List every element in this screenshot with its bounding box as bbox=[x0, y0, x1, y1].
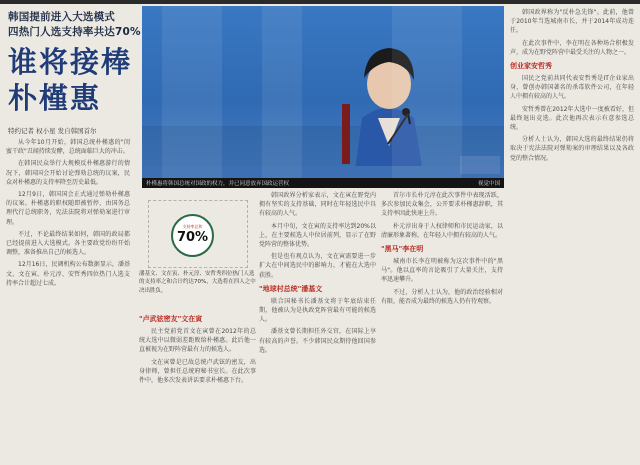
subheading: "地球村总统"潘基文 bbox=[259, 284, 323, 293]
paragraph: 12月9日，韩国国会正式通过弹劾朴槿惠的议案。朴槿惠的职权随即被暂停，由国务总理代行总统职务，宪法法院将对弹劾案进行审理。 bbox=[6, 191, 130, 226]
photo-caption: 朴槿惠将韩国总统对国政的权力，并已同意放弃国政运营权 bbox=[146, 181, 290, 187]
paragraph: 文在寅曾是已故总统卢武铉的密友，出身律师，曾担任总统府秘书室长。在此次事件中，他多次发表讲话要求朴槿惠下台。 bbox=[139, 358, 256, 385]
kicker-line-2: 四热门人选支持率共达70% bbox=[8, 26, 141, 38]
support-rate-value: 70% bbox=[176, 230, 209, 245]
kicker-line-1: 韩国提前进入大选模式 bbox=[8, 11, 115, 23]
news-photo bbox=[142, 6, 504, 178]
byline: 特约记者 权小星 发自韩国首尔 bbox=[8, 127, 97, 135]
article-column-2 bbox=[259, 191, 376, 463]
support-rate-badge bbox=[171, 214, 214, 257]
paragraph: 在此次事件中，李在明在各种场合积极发声，成为在野党阵营中最受关注的人物之一。 bbox=[510, 39, 634, 56]
paragraph: 本月中旬，文在寅的支持率达到20%以上，在主要候选人中位居前列，显示了在野党阵营的整体优势。 bbox=[259, 222, 376, 249]
paragraph: 从今年10月开始，韩国总统朴槿惠的"闺蜜干政"丑闻持续发酵，总统面临巨大的冲击。 bbox=[6, 139, 130, 156]
paragraph: 在韩国民众举行大规模反朴槿惠游行的情况下，韩国国会开始讨论弹劾总统的议案，民众对朴槿惠的支持率降至历史最低。 bbox=[6, 160, 130, 186]
subheading: 创业家安哲秀 bbox=[510, 62, 552, 71]
paragraph: 首尔市长朴元淳在此次事件中表现活跃，多次参加民众集会，公开要求朴槿惠辞职，其支持率因此快速上升。 bbox=[381, 192, 503, 218]
paragraph: 国民之党前共同代表安哲秀是IT企业家出身，曾创办韩国著名的杀毒软件公司，在年轻人中拥有较高的人气。 bbox=[510, 75, 634, 101]
article-column-3 bbox=[381, 191, 503, 463]
subheading: "卢武铉密友"文在寅 bbox=[139, 315, 203, 323]
paragraph: 韩国政界分析家表示，文在寅在野党内拥有坚实的支持基础，同时在年轻选民中具有较高的人气。 bbox=[259, 192, 376, 218]
headline-line-2: 朴槿惠 bbox=[8, 81, 102, 115]
paragraph: 安哲秀曾在2012年大选中一度被看好，但最终退出竞选。此次他再次表示有意参选总统。 bbox=[510, 105, 634, 132]
paragraph: 潘基文曾长期担任外交官，在国际上享有较高的声誉。不少韩国民众期待他回国参选。 bbox=[259, 328, 376, 354]
photo-caption-bar bbox=[142, 178, 504, 188]
infobox-caption: 潘基文、文在寅、朴元淳、安哲秀四位热门人选的支持率之和合计约达70%，大选将在四人之中决出胜负。 bbox=[139, 271, 256, 294]
paragraph: 不过，分析人士认为，他的政治经验相对有限，能否成为最终的候选人仍有待观察。 bbox=[381, 288, 503, 305]
article-column-4 bbox=[510, 8, 634, 463]
paragraph: 联合国秘书长潘基文将于年底结束任期，他被认为是执政党阵营最有可能的候选人。 bbox=[259, 297, 376, 324]
photo-credit: 视觉中国 bbox=[477, 181, 500, 187]
subheading: "黑马"李在明 bbox=[381, 245, 424, 254]
paragraph: 12月16日，民调机构公布数据显示，潘基文、文在寅、朴元淳、安哲秀四位热门人选支持率合计超过七成。 bbox=[6, 261, 130, 287]
paragraph: 不过，不论最终结果如何，韩国的政局都已经提前进入大选模式。各主要政党纷纷开始调整，准备推出自己的候选人。 bbox=[6, 230, 130, 257]
top-edge bbox=[0, 0, 640, 4]
paragraph: 分析人士认为，韩国大选的最终结果仍将取决于宪法法院对弹劾案的审理结果以及各政党的整合情况。 bbox=[510, 136, 634, 162]
paragraph: 但是也有观点认为，文在寅需要进一步扩大在中间选民中的影响力，才能在大选中获胜。 bbox=[259, 253, 376, 279]
paragraph: 韩国政界称为"反朴急先锋"。此前，他曾于2010年当选城南市长，并于2014年成功连任。 bbox=[510, 9, 634, 35]
article-column-1b bbox=[139, 310, 256, 463]
paragraph: 民主党前党首文在寅曾在2012年的总统大选中以微弱差距败给朴槿惠。此后他一直被视为在野阵营最有力的候选人。 bbox=[139, 328, 256, 354]
paragraph: 城南市长李在明被称为这次事件中的"黑马"。他以直率的言论吸引了大量关注，支持率迅速攀升。 bbox=[381, 258, 503, 284]
paragraph: 朴元淳出身于人权律师和市民运动家，以清廉形象著称，在年轻人中拥有较高的人气。 bbox=[381, 222, 503, 239]
support-rate-label: 支持率总和 bbox=[182, 224, 203, 229]
headline-line-1: 谁将接棒 bbox=[8, 45, 133, 79]
article-column-1 bbox=[6, 138, 130, 463]
